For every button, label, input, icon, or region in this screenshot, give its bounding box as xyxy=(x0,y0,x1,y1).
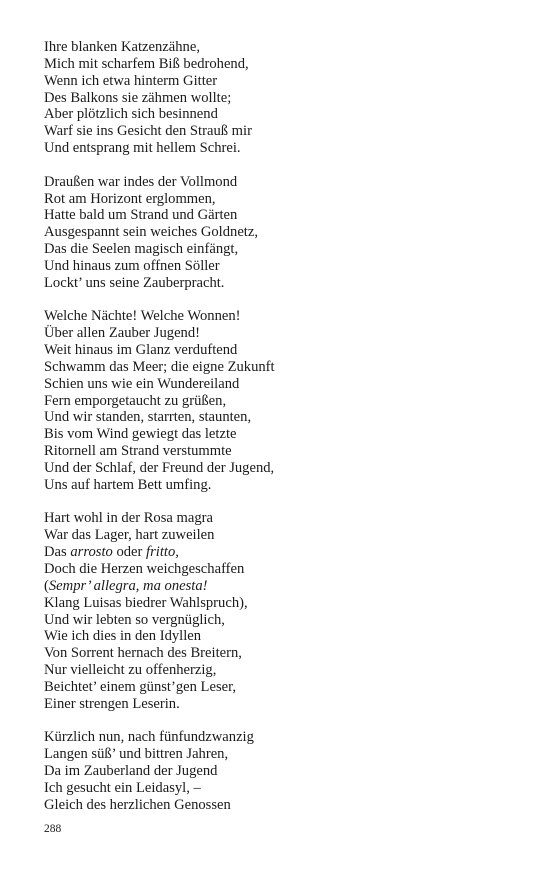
text-segment: Hatte bald um Strand und Gärten xyxy=(44,207,238,224)
poem-line xyxy=(44,696,524,713)
poem-line xyxy=(44,191,524,208)
poem-line xyxy=(44,527,524,544)
stanza xyxy=(44,174,524,292)
poem-line xyxy=(44,207,524,224)
text-segment: Lockt’ uns seine Zauberpracht. xyxy=(44,274,225,291)
text-segment: ( xyxy=(44,577,49,594)
poem-line xyxy=(44,746,524,763)
poem-line xyxy=(44,797,524,814)
poem-line xyxy=(44,544,524,561)
poem-line xyxy=(44,123,524,140)
text-segment: Von Sorrent hernach des Breitern, xyxy=(44,645,242,662)
stanza xyxy=(44,510,524,712)
poem-line xyxy=(44,393,524,410)
text-segment: Des Balkons sie zähmen wollte; xyxy=(44,89,232,106)
text-segment: Bis vom Wind gewiegt das letzte xyxy=(44,426,237,443)
text-segment: Aber plötzlich sich besinnend xyxy=(44,106,218,123)
poem-line xyxy=(44,56,524,73)
poem-line xyxy=(44,258,524,275)
poem-line xyxy=(44,477,524,494)
text-segment: Einer strengen Leserin. xyxy=(44,695,180,712)
poem-line xyxy=(44,73,524,90)
poem-line xyxy=(44,426,524,443)
text-segment: Klang Luisas biedrer Wahlspruch), xyxy=(44,594,248,611)
text-segment: Über allen Zauber Jugend! xyxy=(44,325,201,342)
text-segment: Schwamm das Meer; die eigne Zukunft xyxy=(44,358,275,375)
text-segment: Uns auf hartem Bett umfing. xyxy=(44,476,212,493)
text-segment: Schien uns wie ein Wundereiland xyxy=(44,375,240,392)
poem-line xyxy=(44,460,524,477)
text-segment: Ausgespannt sein weiches Goldnetz, xyxy=(44,224,258,241)
poem-line xyxy=(44,628,524,645)
text-segment: Kürzlich nun, nach fünfundzwanzig xyxy=(44,729,254,746)
poem-line xyxy=(44,106,524,123)
poem-line xyxy=(44,763,524,780)
poem-line xyxy=(44,342,524,359)
poem-line xyxy=(44,780,524,797)
poem-line xyxy=(44,224,524,241)
poem-line xyxy=(44,595,524,612)
poem-line xyxy=(44,729,524,746)
poem-line xyxy=(44,561,524,578)
text-segment: Mich mit scharfem Biß bedrohend, xyxy=(44,55,249,72)
text-segment: Weit hinaus im Glanz verduftend xyxy=(44,342,238,359)
poem-line xyxy=(44,578,524,595)
text-segment: Ich gesucht ein Leidasyl, – xyxy=(44,779,201,796)
poem-line xyxy=(44,325,524,342)
italic-segment: Sempr’ allegra, ma onesta! xyxy=(48,577,208,594)
text-segment: Fern emporgetaucht zu grüßen, xyxy=(44,392,227,409)
poem-line xyxy=(44,612,524,629)
poem-line xyxy=(44,376,524,393)
italic-segment: arrosto xyxy=(70,544,113,561)
poem-line xyxy=(44,510,524,527)
poem-line xyxy=(44,275,524,292)
text-segment: Da im Zauberland der Jugend xyxy=(44,763,218,780)
text-segment: War das Lager, hart zuweilen xyxy=(44,527,215,544)
poem-line xyxy=(44,174,524,191)
text-segment: Wenn ich etwa hinterm Gitter xyxy=(44,72,218,89)
stanza xyxy=(44,39,524,157)
text-segment: Ihre blanken Katzenzähne, xyxy=(44,39,200,55)
text-segment: Nur vielleicht zu offenherzig, xyxy=(44,662,217,679)
page-number: 288 xyxy=(44,823,62,835)
poem-line xyxy=(44,662,524,679)
poem-line xyxy=(44,241,524,258)
text-segment: Und entsprang mit hellem Schrei. xyxy=(44,140,241,157)
poem-line xyxy=(44,90,524,107)
text-segment: Langen süß’ und bittren Jahren, xyxy=(44,746,229,763)
poem-text xyxy=(44,39,524,830)
text-segment: Und wir lebten so vergnüglich, xyxy=(44,611,225,628)
text-segment: Und wir standen, starrten, staunten, xyxy=(44,409,252,426)
text-segment: Doch die Herzen weichgeschaffen xyxy=(44,561,245,578)
poem-line xyxy=(44,308,524,325)
text-segment: Und hinaus zum offnen Söller xyxy=(44,257,220,274)
poem-line xyxy=(44,645,524,662)
poem-line xyxy=(44,443,524,460)
text-segment: Das die Seelen magisch einfängt, xyxy=(44,241,239,258)
text-segment: Warf sie ins Gesicht den Strauß mir xyxy=(44,123,252,140)
poem-line xyxy=(44,140,524,157)
poem-line xyxy=(44,359,524,376)
text-segment: oder xyxy=(112,544,147,561)
text-segment: Draußen war indes der Vollmond xyxy=(44,173,238,190)
text-segment: Beichtet’ einem günst’gen Leser, xyxy=(44,678,237,695)
poem-line xyxy=(44,409,524,426)
text-segment: Wie ich dies in den Idyllen xyxy=(44,628,202,645)
text-segment: Gleich des herzlichen Genossen xyxy=(44,796,231,813)
stanza xyxy=(44,729,524,813)
text-segment: Und der Schlaf, der Freund der Jugend, xyxy=(44,460,275,476)
text-segment: Hart wohl in der Rosa magra xyxy=(44,510,213,527)
text-segment: Rot am Horizont erglommen, xyxy=(44,190,216,207)
text-segment: Das xyxy=(44,544,71,561)
text-segment: Welche Nächte! Welche Wonnen! xyxy=(44,308,241,325)
poem-line xyxy=(44,39,524,56)
italic-segment: fritto, xyxy=(146,544,179,561)
poem-line xyxy=(44,679,524,696)
text-segment: Ritornell am Strand verstummte xyxy=(44,443,232,460)
stanza xyxy=(44,308,524,493)
